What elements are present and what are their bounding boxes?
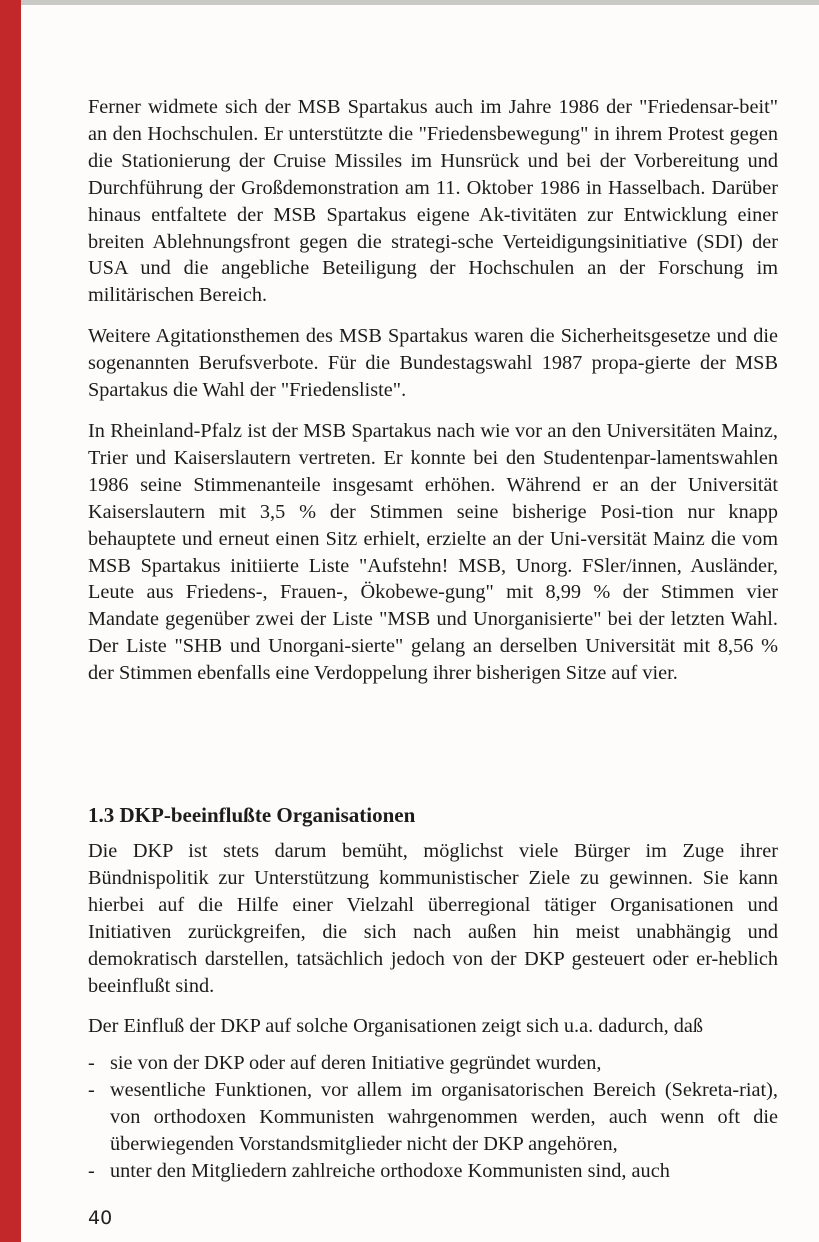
top-scan-edge [21,0,819,5]
influence-list [88,1050,778,1185]
section-heading: 1.3 DKP-beeinflußte Organisationen [88,803,416,828]
red-margin-strip [0,0,21,1242]
paragraph-dkp-buendnispolitik: Die DKP ist stets darum bemüht, möglichst viele Bürger im Zuge ihrer Bündnispolitik zur Unterstützung kommunistischer Ziele zu gewinnen. Sie kann hierbei auf die Hilfe einer Vielzahl überregional tätiger Organisationen und Initiativen zurückgreifen, die sich nach außen hin meist unabhängig und demokratisch darstellen, tatsächlich jedoch von der DKP gesteuert oder er-heblich beeinflußt sind. [88,840,778,997]
paragraph-rheinland-pfalz: In Rheinland-Pfalz ist der MSB Spartakus nach wie vor an den Universitäten Mainz, Trier und Kaiserslautern vertreten. Er konnte bei den Studentenpar-lamentswahlen 1986 seine Stimmenanteile insgesamt erhöhen. Während er an der Universität Kaiserslautern mit 3,5 % der Stimmen seine bisherige Posi-tion nur knapp behauptete und erneut einen Sitz erhielt, erzielte an der Uni-versität Mainz die vom MSB Spartakus initiierte Liste "Aufstehn! MSB, Unorg. FSler/innen, Ausländer, Leute aus Friedens-, Frauen-, Ökobewe-gung" mit 8,99 % der Stimmen vier Mandate gegenüber zwei der Liste "MSB und Unorganisierte" bei der letzten Wahl. Der Liste "SHB und Unorgani-sierte" gelang an derselben Universität mit 8,56 % der Stimmen ebenfalls eine Verdoppelung ihrer bisherigen Sitze auf vier. [88,419,778,685]
list-item: - sie von der DKP oder auf deren Initiative gegründet wurden, [88,1052,602,1075]
paragraph-friedensarbeit: Ferner widmete sich der MSB Spartakus auch im Jahre 1986 der "Friedensar-beit" an den Hochschulen. Er unterstützte die "Friedensbewegung" in ihrem Protest gegen die Stationierung der Cruise Missiles im Hunsrück und bei der Vorbereitung und Durchführung der Großdemonstration am 11. Oktober 1986 in Hasselbach. Darüber hinaus entfaltete der MSB Spartakus eigene Ak-tivitäten zur Entwicklung einer breiten Ablehnungsfront gegen die strategi-sche Verteidigungsinitiative (SDI) der USA und die angebliche Beteiligung der Hochschulen an der Forschung im militärischen Bereich. [88,96,778,307]
paragraph-dkp-einfluss: Der Einfluß der DKP auf solche Organisationen zeigt sich u.a. dadurch, daß [88,1015,704,1038]
list-item: - wesentliche Funktionen, vor allem im organisatorischen Bereich (Sekreta-riat), von orthodoxen Kommunisten wahrgenommen werden, auch wenn oft die überwiegenden Vorstandsmitglieder nicht der DKP angehören, [88,1079,778,1156]
page-body [88,94,778,1185]
page-number: 40 [88,1207,113,1229]
paragraph-agitationsthemen: Weitere Agitationsthemen des MSB Spartakus waren die Sicherheitsgesetze und die sogenannten Berufsverbote. Für die Bundestagswahl 1987 propa-gierte der MSB Spartakus die Wahl der "Friedensliste". [88,325,778,402]
list-item: - unter den Mitgliedern zahlreiche orthodoxe Kommunisten sind, auch [88,1160,670,1182]
